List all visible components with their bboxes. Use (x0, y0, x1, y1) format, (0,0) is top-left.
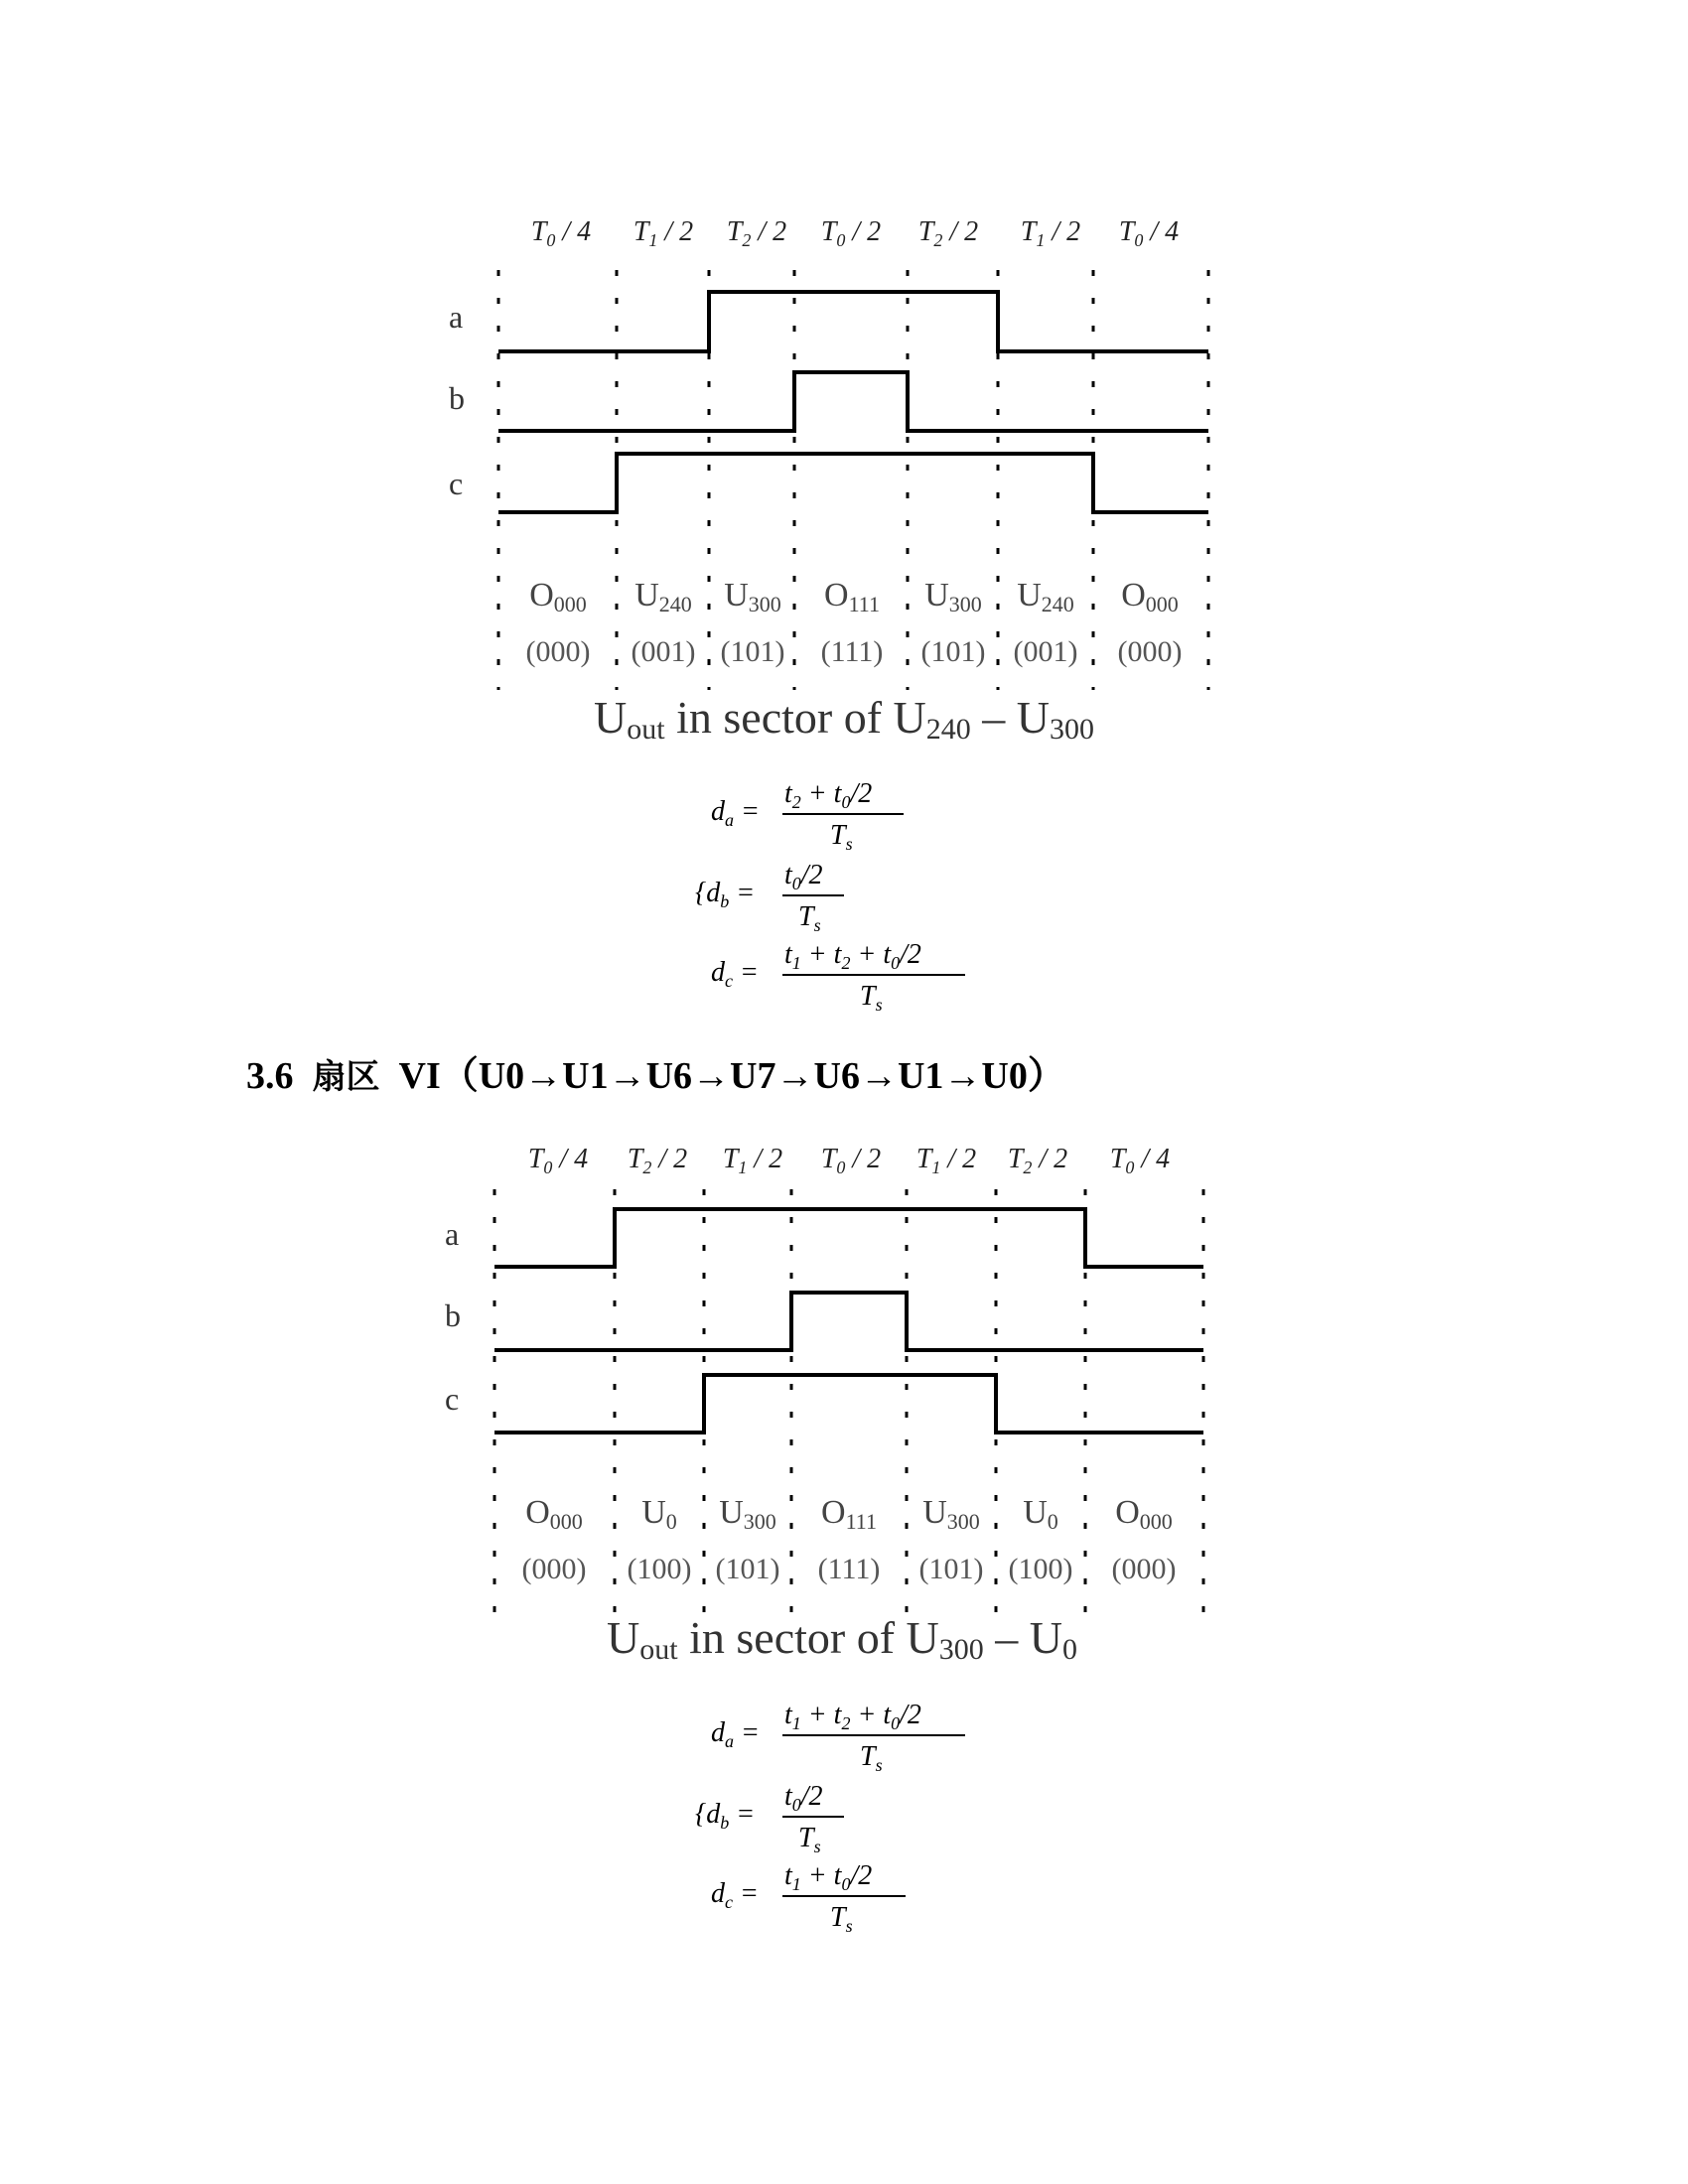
duty-cycle-formulas-1 (695, 774, 993, 1013)
interval-label: $T_0 / 4$ (527, 1144, 589, 1177)
phase-labels (449, 299, 465, 501)
interval-label: $T_0 / 4$ (530, 216, 592, 250)
interval-label: $T_0 / 2$ (820, 1144, 882, 1177)
formula-dc-den: $T_s$ (860, 981, 883, 1013)
code-label: (101) (920, 635, 986, 668)
interval-label: $T_1 / 2$ (633, 216, 694, 250)
waveform-a (494, 1209, 1203, 1267)
formula-da-num: $t_2 + t_0/2$ (784, 778, 873, 812)
formula-dc-lhs: $d_c$ = (711, 957, 759, 991)
code-label: (001) (631, 635, 696, 668)
interval-label: $T_0 / 2$ (820, 216, 882, 250)
interval-labels (528, 1144, 1170, 1177)
interval-label: $T_2 / 2$ (627, 1144, 688, 1177)
phase-labels (445, 1216, 461, 1417)
vector-label: U300 (719, 1494, 776, 1534)
vector-label: U300 (922, 1494, 980, 1534)
formula-da-den: $T_s$ (860, 1741, 883, 1775)
formula-dc-den: $T_s$ (830, 1902, 853, 1934)
duty-cycle-formulas-2 (695, 1696, 993, 1934)
vector-label: O111 (824, 577, 880, 616)
formula-db-lhs: {$d_b$ = (695, 878, 756, 911)
interval-label: $T_1 / 2$ (722, 1144, 783, 1177)
formula-dc-num: $t_1 + t_0/2$ (784, 1860, 873, 1894)
timing-diagram-sector-u300-u0 (0, 1122, 1688, 1678)
phase-label-a: a (445, 1216, 460, 1252)
waveform-c (494, 1375, 1203, 1433)
code-label: (101) (918, 1553, 984, 1585)
vector-label: U300 (724, 577, 781, 616)
interval-labels (531, 216, 1179, 250)
waveform-a (498, 292, 1208, 351)
waveform-c (498, 454, 1208, 512)
timing-diagram-sector-u240-u300 (0, 199, 1688, 754)
phase-label-b: b (445, 1297, 461, 1333)
diagram-caption: Uout in sector of U240 – U300 (594, 692, 1094, 746)
waveforms (494, 1209, 1203, 1433)
section-heading (246, 1044, 1065, 1099)
interval-label: $T_1 / 2$ (1020, 216, 1081, 250)
code-label: (000) (1111, 1553, 1177, 1585)
interval-label: $T_0 / 4$ (1118, 216, 1180, 250)
code-labels (522, 1553, 1177, 1585)
code-label: (101) (720, 635, 785, 668)
code-label: (111) (820, 635, 884, 668)
code-label: (101) (715, 1553, 780, 1585)
code-label: (000) (525, 635, 591, 668)
code-label: (100) (1008, 1553, 1073, 1585)
interval-dividers (498, 270, 1208, 690)
vector-label: O000 (529, 577, 587, 616)
vector-label: O000 (525, 1494, 583, 1534)
formula-da-num: $t_1 + t_2 + t_0/2$ (784, 1700, 921, 1733)
formula-dc-num: $t_1 + t_2 + t_0/2$ (784, 939, 921, 973)
vector-label: U240 (1017, 577, 1074, 616)
phase-label-c: c (449, 466, 464, 501)
interval-label: $T_1 / 2$ (915, 1144, 977, 1177)
formula-da-lhs: $d_a$ = (711, 796, 760, 830)
code-label: (000) (521, 1553, 587, 1585)
phase-label-c: c (445, 1381, 460, 1417)
formula-db-num: $t_0/2$ (784, 860, 823, 893)
waveform-b (498, 372, 1208, 431)
interval-label: $T_2 / 2$ (917, 216, 979, 250)
formula-db-num: $t_0/2$ (784, 1781, 823, 1815)
formula-db-den: $T_s$ (798, 901, 821, 935)
vector-label: O000 (1115, 1494, 1173, 1534)
section-number: 3.6 (246, 1055, 294, 1097)
section-title-cjk: 扇区 (312, 1057, 380, 1097)
vector-label: O000 (1121, 577, 1179, 616)
vector-label: O111 (821, 1494, 877, 1534)
code-label: (001) (1013, 635, 1078, 668)
vector-label: U0 (641, 1494, 677, 1534)
interval-label: $T_0 / 4$ (1109, 1144, 1171, 1177)
phase-label-a: a (449, 299, 464, 335)
waveform-b (494, 1293, 1203, 1350)
vector-labels (525, 1494, 1173, 1534)
formula-da-den: $T_s$ (830, 820, 853, 854)
diagram-caption: Uout in sector of U300 – U0 (607, 1612, 1077, 1666)
formula-db-lhs: {$d_b$ = (695, 1799, 756, 1833)
section-title-rest: VI（U0→U1→U6→U7→U6→U1→U0） (398, 1055, 1065, 1097)
formula-db-den: $T_s$ (798, 1823, 821, 1856)
code-label: (100) (627, 1553, 692, 1585)
code-labels (526, 635, 1183, 668)
formula-da-lhs: $d_a$ = (711, 1717, 760, 1751)
vector-label: U0 (1023, 1494, 1058, 1534)
code-label: (000) (1117, 635, 1183, 668)
interval-label: $T_2 / 2$ (1007, 1144, 1068, 1177)
code-label: (111) (817, 1553, 881, 1585)
waveforms (498, 292, 1208, 512)
vector-label: U300 (924, 577, 982, 616)
phase-label-b: b (449, 380, 465, 416)
formula-dc-lhs: $d_c$ = (711, 1878, 759, 1912)
vector-label: U240 (634, 577, 692, 616)
interval-label: $T_2 / 2$ (726, 216, 787, 250)
vector-labels (529, 577, 1179, 616)
